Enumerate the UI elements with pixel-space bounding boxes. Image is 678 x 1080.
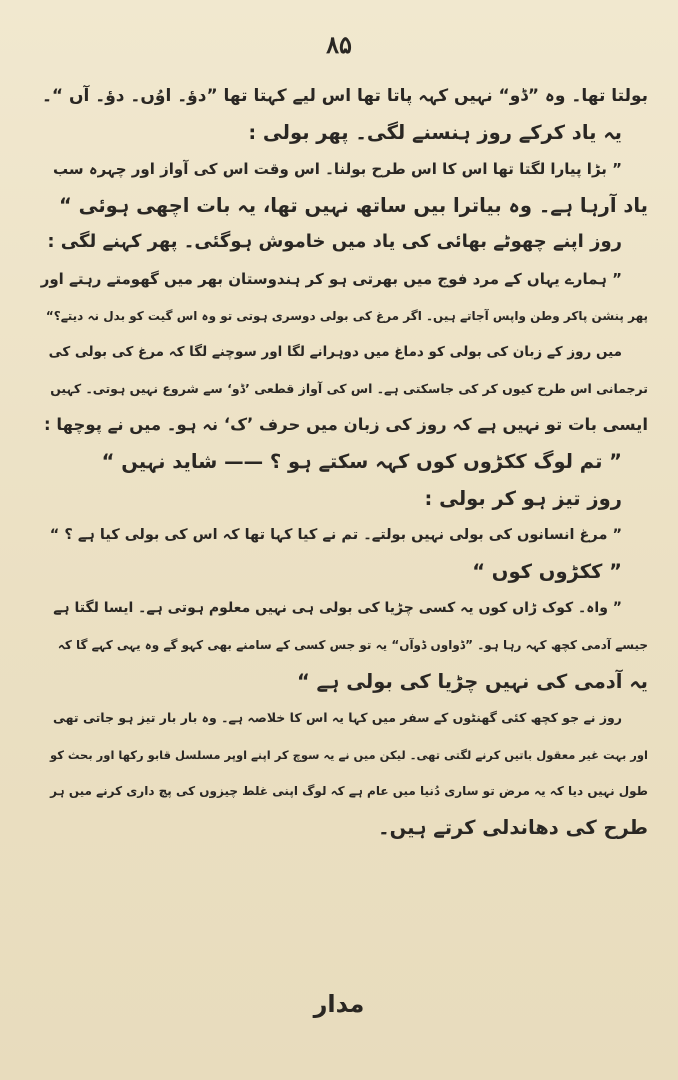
text-line-6: ” ہمارے یہاں کے مرد فوج میں بھرتی ہو کر ہندوستان بھر میں گھومتے رہتے اور — [40, 269, 622, 288]
text-line-9: ترجمانی اس طرح کیوں کر کی جاسکتی ہے۔ اس کی آواز قطعی ’ڈو‘ سے شروع نہیں ہوتی۔ کہیں — [50, 380, 648, 396]
text-line-17: یہ آدمی کی نہیں چڑیا کی بولی ہے “ — [296, 669, 648, 693]
text-line-18: روز نے جو کچھ کئی گھنٹوں کے سفر میں کہا یہ اس کا خلاصہ ہے۔ وہ بار بار تیز ہو جاتی تھی — [53, 710, 622, 726]
text-line-14: ” ککڑوں کوں “ — [472, 559, 622, 583]
text-line-3: ” بڑا پیارا لگتا تھا اس کا اس طرح بولنا۔ اس وقت اس کی آواز اور چہرہ سب — [53, 160, 622, 179]
text-line-16: جیسے آدمی کچھ کہہ رہا ہو۔ ”ڈواوں ڈوآں“ یہ تو جس کسی کے سامنے بھی کہو گے وہ یہی کہے گا کہ — [57, 637, 648, 652]
text-line-13: ” مرغ انسانوں کی بولی نہیں بولتے۔ تم نے کیا کہا تھا کہ اس کی بولی کیا ہے ؟ “ — [49, 527, 622, 544]
text-line-21: طرح کی دھاندلی کرتے ہیں۔ — [378, 815, 648, 839]
text-line-10: ایسی بات تو نہیں ہے کہ روز کی زبان میں حرف ’ک‘ نہ ہو۔ میں نے پوچھا : — [44, 415, 648, 435]
text-line-1: بولتا تھا۔ وہ ”ڈو“ نہیں کہہ پاتا تھا اس لیے کہتا تھا ”دؤ۔ اوُں۔ دؤ۔ آں “۔ — [41, 86, 648, 106]
text-line-19: اور بہت غیر معقول باتیں کرنے لگتی تھی۔ لیکن میں نے یہ سوچ کر اپنے اوپر مسلسل قابو رکھا اور بحث کو — [49, 747, 648, 762]
running-footer: مدار — [313, 990, 365, 1018]
body-text — [38, 78, 648, 846]
text-line-15: ” واہ۔ کوک ڑاں کوں یہ کسی چڑیا کی بولی ہی نہیں معلوم ہوتی ہے۔ ایسا لگتا ہے — [53, 600, 622, 617]
text-line-4: یاد آرہا ہے۔ وہ بیاترا بیں ساتھ نہیں تھا، یہ بات اچھی ہوئی “ — [59, 193, 648, 217]
text-line-12: روز تیز ہو کر بولی : — [424, 486, 622, 510]
text-line-2: یہ یاد کرکے روز ہنسنے لگی۔ پھر بولی : — [248, 120, 622, 144]
text-line-7: پھر پنشن پاکر وطن واپس آجاتے ہیں۔ اگر مرغ کی بولی دوسری ہوتی تو وہ اس گیت کو بدل نہ دیتے؟“ — [45, 308, 648, 323]
text-line-8: میں روز کے زبان کی بولی کو دماغ میں دوہرانے لگا اور سوچنے لگا کہ مرغ کی بولی کی — [48, 344, 622, 361]
text-line-20: طول نہیں دیا کہ یہ مرض تو ساری دُنیا میں عام ہے کہ لوگ اپنی غلط چیزوں کی پچ داری کرنے میں ہر — [50, 784, 648, 799]
text-line-11: ” تم لوگ ککڑوں کوں کہہ سکتے ہو ؟ —— شاید نہیں “ — [101, 449, 622, 473]
text-line-5: روز اپنے چھوٹے بھائی کی یاد میں خاموش ہوگئی۔ پھر کہنے لگی : — [47, 231, 622, 253]
page-number: ۸۵ — [326, 30, 352, 59]
